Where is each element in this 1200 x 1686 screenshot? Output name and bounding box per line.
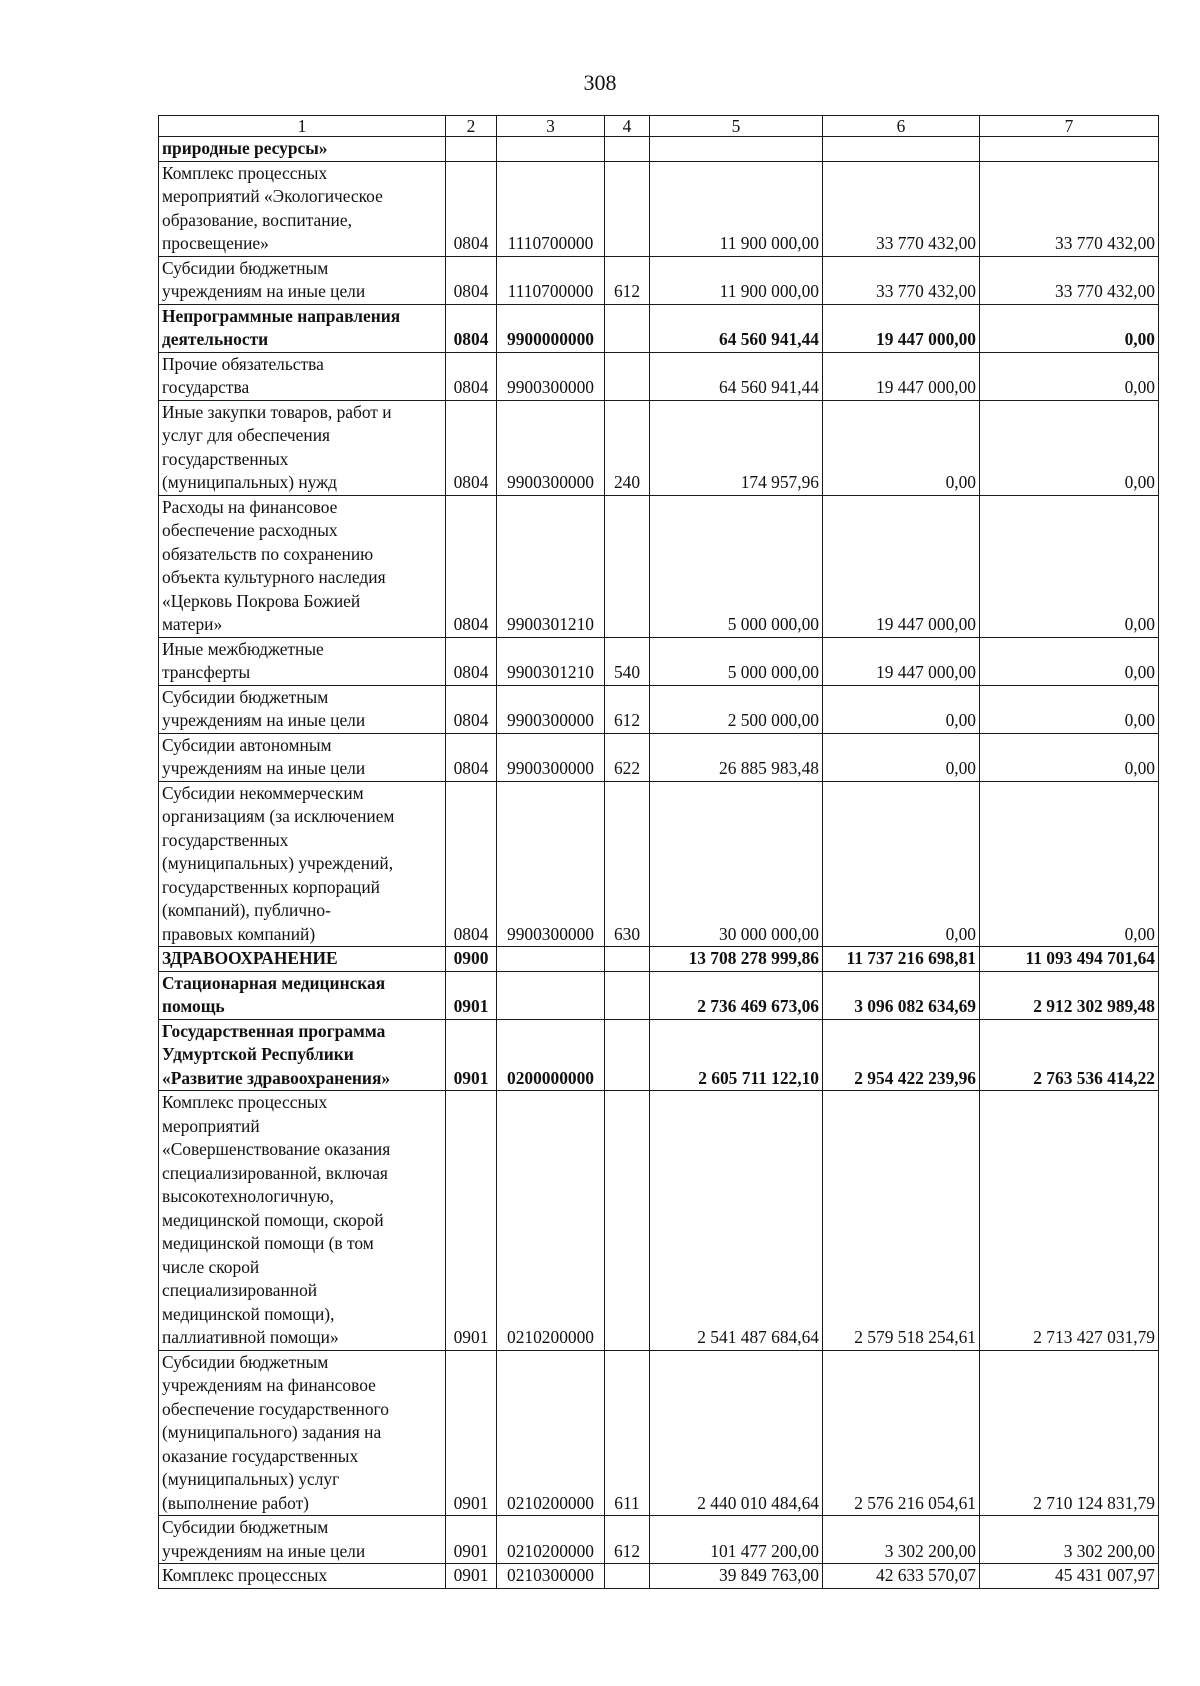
cell-expense-type: 630 — [605, 781, 650, 947]
cell-target-article — [497, 137, 605, 162]
cell-target-article: 9900300000 — [497, 400, 605, 495]
cell-name: Субсидии бюджетным учреждениям на иные цели — [159, 256, 446, 304]
table-row — [159, 352, 1159, 400]
cell-amount-col-6: 2 576 216 054,61 — [823, 1350, 980, 1516]
table-row — [159, 304, 1159, 352]
cell-amount-col-5: 11 900 000,00 — [650, 161, 823, 256]
cell-amount-col-7: 2 912 302 989,48 — [980, 971, 1159, 1019]
cell-amount-col-7: 0,00 — [980, 637, 1159, 685]
cell-amount-col-7: 2 763 536 414,22 — [980, 1019, 1159, 1091]
table-row — [159, 161, 1159, 256]
cell-expense-type — [605, 971, 650, 1019]
cell-amount-col-5 — [650, 137, 823, 162]
cell-amount-col-5: 39 849 763,00 — [650, 1564, 823, 1589]
cell-amount-col-6: 33 770 432,00 — [823, 161, 980, 256]
cell-amount-col-5: 11 900 000,00 — [650, 256, 823, 304]
cell-section: 0901 — [446, 1564, 497, 1589]
table-row — [159, 495, 1159, 637]
header-col-3: 3 — [497, 116, 605, 137]
cell-name: Субсидии автономным учреждениям на иные цели — [159, 733, 446, 781]
cell-amount-col-5: 2 736 469 673,06 — [650, 971, 823, 1019]
cell-amount-col-7: 3 302 200,00 — [980, 1516, 1159, 1564]
header-col-6: 6 — [823, 116, 980, 137]
cell-section: 0901 — [446, 971, 497, 1019]
cell-name: Комплекс процессных мероприятий «Совершенствование оказания специализированной, включая высокотехнологичную, медицинской помощи, скорой медицинской помощи (в том числе скорой специализированной медицинской помощи), паллиативной помощи» — [159, 1091, 446, 1351]
cell-target-article: 0210200000 — [497, 1516, 605, 1564]
cell-target-article: 9900301210 — [497, 637, 605, 685]
cell-expense-type — [605, 947, 650, 972]
cell-section: 0804 — [446, 637, 497, 685]
table-row — [159, 1091, 1159, 1351]
table-row — [159, 685, 1159, 733]
cell-name: Комплекс процессных — [159, 1564, 446, 1589]
cell-amount-col-6: 11 737 216 698,81 — [823, 947, 980, 972]
cell-amount-col-5: 2 500 000,00 — [650, 685, 823, 733]
cell-section: 0804 — [446, 304, 497, 352]
cell-section: 0804 — [446, 161, 497, 256]
cell-expense-type — [605, 1019, 650, 1091]
cell-name: Комплекс процессных мероприятий «Экологическое образование, воспитание, просвещение» — [159, 161, 446, 256]
cell-name: Стационарная медицинская помощь — [159, 971, 446, 1019]
cell-amount-col-5: 101 477 200,00 — [650, 1516, 823, 1564]
cell-section: 0901 — [446, 1019, 497, 1091]
cell-section: 0804 — [446, 733, 497, 781]
cell-target-article — [497, 947, 605, 972]
cell-amount-col-7: 0,00 — [980, 733, 1159, 781]
cell-amount-col-7: 2 710 124 831,79 — [980, 1350, 1159, 1516]
cell-expense-type — [605, 495, 650, 637]
cell-amount-col-6: 19 447 000,00 — [823, 637, 980, 685]
cell-amount-col-7: 33 770 432,00 — [980, 161, 1159, 256]
table-row — [159, 1019, 1159, 1091]
cell-expense-type: 612 — [605, 1516, 650, 1564]
cell-amount-col-6: 0,00 — [823, 400, 980, 495]
cell-amount-col-5: 5 000 000,00 — [650, 495, 823, 637]
cell-amount-col-5: 64 560 941,44 — [650, 352, 823, 400]
cell-name: Непрограммные направления деятельности — [159, 304, 446, 352]
cell-amount-col-6: 3 302 200,00 — [823, 1516, 980, 1564]
cell-amount-col-6: 0,00 — [823, 733, 980, 781]
cell-target-article: 0210200000 — [497, 1091, 605, 1351]
header-col-1: 1 — [159, 116, 446, 137]
cell-target-article: 1110700000 — [497, 161, 605, 256]
cell-target-article: 1110700000 — [497, 256, 605, 304]
cell-expense-type: 540 — [605, 637, 650, 685]
budget-table — [158, 115, 1159, 1589]
cell-expense-type — [605, 304, 650, 352]
cell-section: 0900 — [446, 947, 497, 972]
cell-name: Субсидии бюджетным учреждениям на иные цели — [159, 685, 446, 733]
cell-expense-type — [605, 1564, 650, 1589]
cell-target-article: 9900300000 — [497, 733, 605, 781]
cell-amount-col-6: 33 770 432,00 — [823, 256, 980, 304]
cell-target-article: 0200000000 — [497, 1019, 605, 1091]
cell-amount-col-7: 0,00 — [980, 495, 1159, 637]
header-col-7: 7 — [980, 116, 1159, 137]
cell-amount-col-7: 0,00 — [980, 352, 1159, 400]
cell-amount-col-5: 2 541 487 684,64 — [650, 1091, 823, 1351]
table-row — [159, 1516, 1159, 1564]
table-row — [159, 781, 1159, 947]
cell-target-article: 9900300000 — [497, 685, 605, 733]
cell-section: 0901 — [446, 1350, 497, 1516]
cell-expense-type — [605, 1091, 650, 1351]
header-col-4: 4 — [605, 116, 650, 137]
cell-target-article: 0210300000 — [497, 1564, 605, 1589]
cell-amount-col-5: 2 605 711 122,10 — [650, 1019, 823, 1091]
cell-target-article: 9900300000 — [497, 352, 605, 400]
cell-expense-type — [605, 137, 650, 162]
cell-target-article: 9900301210 — [497, 495, 605, 637]
cell-amount-col-6: 19 447 000,00 — [823, 352, 980, 400]
cell-amount-col-5: 2 440 010 484,64 — [650, 1350, 823, 1516]
cell-amount-col-7: 45 431 007,97 — [980, 1564, 1159, 1589]
cell-expense-type: 240 — [605, 400, 650, 495]
page-number: 308 — [583, 70, 617, 95]
cell-amount-col-6: 0,00 — [823, 685, 980, 733]
cell-amount-col-6 — [823, 137, 980, 162]
cell-expense-type: 611 — [605, 1350, 650, 1516]
cell-section: 0901 — [446, 1516, 497, 1564]
cell-target-article: 0210200000 — [497, 1350, 605, 1516]
cell-target-article: 9900300000 — [497, 781, 605, 947]
cell-amount-col-5: 5 000 000,00 — [650, 637, 823, 685]
cell-amount-col-7: 0,00 — [980, 685, 1159, 733]
cell-section: 0804 — [446, 352, 497, 400]
header-row — [159, 116, 1159, 137]
cell-amount-col-5: 30 000 000,00 — [650, 781, 823, 947]
cell-amount-col-7: 0,00 — [980, 304, 1159, 352]
cell-name: ЗДРАВООХРАНЕНИЕ — [159, 947, 446, 972]
cell-name: Государственная программа Удмуртской Республики «Развитие здравоохранения» — [159, 1019, 446, 1091]
cell-amount-col-6: 3 096 082 634,69 — [823, 971, 980, 1019]
cell-amount-col-6: 19 447 000,00 — [823, 495, 980, 637]
cell-name: Прочие обязательства государства — [159, 352, 446, 400]
cell-amount-col-5: 13 708 278 999,86 — [650, 947, 823, 972]
cell-name: природные ресурсы» — [159, 137, 446, 162]
cell-name: Субсидии бюджетным учреждениям на иные цели — [159, 1516, 446, 1564]
cell-amount-col-7: 33 770 432,00 — [980, 256, 1159, 304]
cell-amount-col-6: 0,00 — [823, 781, 980, 947]
cell-amount-col-5: 174 957,96 — [650, 400, 823, 495]
cell-amount-col-7: 0,00 — [980, 781, 1159, 947]
cell-expense-type — [605, 161, 650, 256]
table-row — [159, 637, 1159, 685]
cell-amount-col-5: 26 885 983,48 — [650, 733, 823, 781]
cell-section: 0804 — [446, 685, 497, 733]
cell-name: Расходы на финансовое обеспечение расходных обязательств по сохранению объекта культурного наследия «Церковь Покрова Божией матери» — [159, 495, 446, 637]
cell-name: Субсидии бюджетным учреждениям на финансовое обеспечение государственного (муниципального) задания на оказание государственных (муниципальных) услуг (выполнение работ) — [159, 1350, 446, 1516]
header-col-5: 5 — [650, 116, 823, 137]
table-row — [159, 947, 1159, 972]
cell-name: Субсидии некоммерческим организациям (за исключением государственных (муниципальных) учреждений, государственных корпораций (компаний), публично- правовых компаний) — [159, 781, 446, 947]
cell-section: 0804 — [446, 781, 497, 947]
table-row — [159, 400, 1159, 495]
cell-section: 0804 — [446, 256, 497, 304]
cell-amount-col-6: 42 633 570,07 — [823, 1564, 980, 1589]
cell-expense-type — [605, 352, 650, 400]
cell-amount-col-7: 2 713 427 031,79 — [980, 1091, 1159, 1351]
table-row — [159, 137, 1159, 162]
cell-section: 0804 — [446, 495, 497, 637]
table-row — [159, 733, 1159, 781]
cell-expense-type: 622 — [605, 733, 650, 781]
cell-amount-col-5: 64 560 941,44 — [650, 304, 823, 352]
cell-target-article — [497, 971, 605, 1019]
table-row — [159, 1564, 1159, 1589]
cell-amount-col-6: 2 954 422 239,96 — [823, 1019, 980, 1091]
table-row — [159, 971, 1159, 1019]
cell-name: Иные межбюджетные трансферты — [159, 637, 446, 685]
table-row — [159, 1350, 1159, 1516]
cell-name: Иные закупки товаров, работ и услуг для обеспечения государственных (муниципальных) нужд — [159, 400, 446, 495]
cell-amount-col-6: 2 579 518 254,61 — [823, 1091, 980, 1351]
cell-target-article: 9900000000 — [497, 304, 605, 352]
cell-amount-col-7: 0,00 — [980, 400, 1159, 495]
cell-expense-type: 612 — [605, 685, 650, 733]
cell-section: 0901 — [446, 1091, 497, 1351]
table-row — [159, 256, 1159, 304]
cell-section — [446, 137, 497, 162]
cell-amount-col-7: 11 093 494 701,64 — [980, 947, 1159, 972]
cell-amount-col-7 — [980, 137, 1159, 162]
header-col-2: 2 — [446, 116, 497, 137]
cell-section: 0804 — [446, 400, 497, 495]
cell-amount-col-6: 19 447 000,00 — [823, 304, 980, 352]
cell-expense-type: 612 — [605, 256, 650, 304]
